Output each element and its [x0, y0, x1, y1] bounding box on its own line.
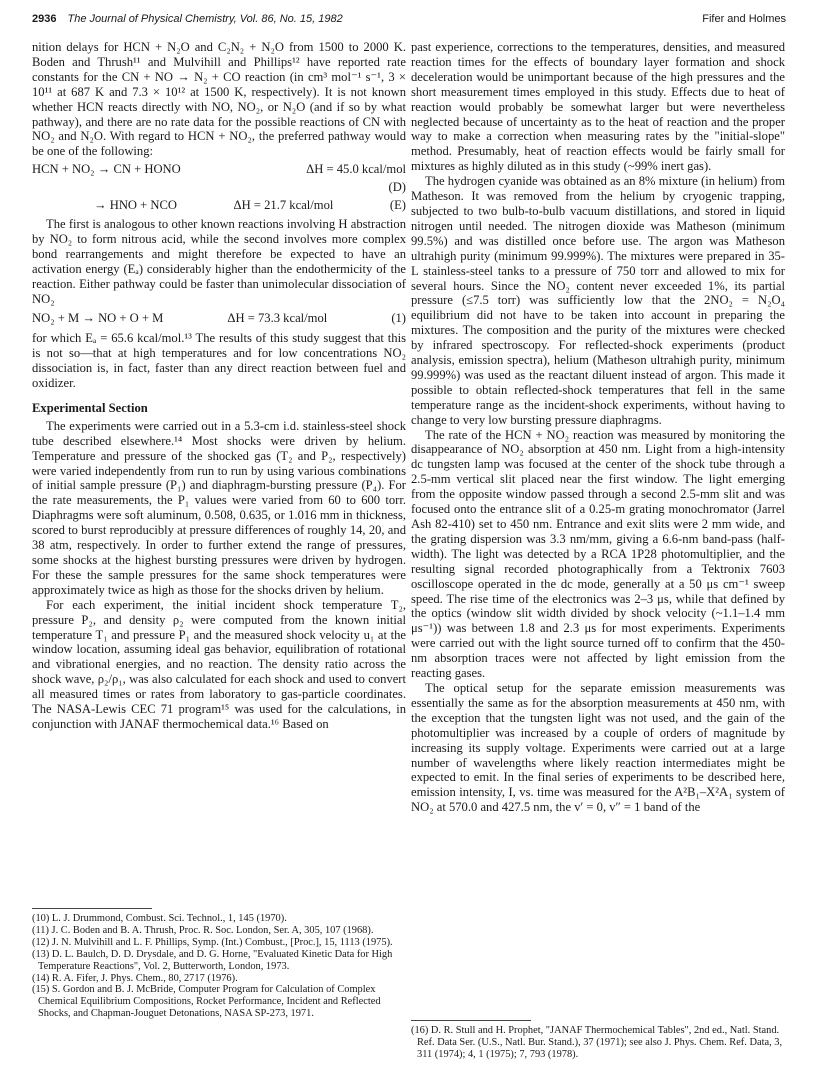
footnote-rule [32, 908, 152, 909]
equation-1-label: (1) [391, 311, 406, 326]
paragraph-rate-measurement: The rate of the HCN + NO₂ reaction was measured by monitoring the disappearance of NO₂ absorption at 450 nm. Light from a high-intensity dc tungsten lamp was focused at the center of the shock tube through a 2.5-mm vertical slit placed near the first window. The light emerging from the opposite window passed through a second 2.5-mm slit and was focused onto the entrance slit of a 0.25-m grating monochromator (Jarrel Ash 82-410) set to 450 nm. Entrance and exit slits were 2 mm wide, and the grating dispersion was 3.3 nm/mm, giving a 6.6-nm band-pass (half-width). The light was detected by a RCA 1P28 photomultiplier, and the resulting signal recorded photographically from a Tektronix 7603 oscilloscope operated in the dc mode, generally at a 50 μs cm⁻¹ sweep speed. The rise time of the electronics was 2–3 μs, while that defined by the optics (window slit width divided by shock velocity (~1.1–1.4 mm μs⁻¹)) was between 1.8 and 2.3 μs for most experiments. Experiments were carried out with the light source turned off to confirm that the 450-nm absorption traces were not affected by light emission from the reacting gases. [411, 427, 785, 681]
left-column [32, 40, 406, 732]
footnote-16: (16) D. R. Stull and H. Prophet, "JANAF Thermochemical Tables", 2nd ed., Natl. Stand. Ref. Data Ser. (U.S., Natl. Bur. Stand.), 37 (1971); see also J. Phys. Chem. Ref. Data, 3, 311 (1974); 4, 1 (1975); 7, 793 (1978). [411, 1025, 783, 1060]
footnote-rule-right [411, 1020, 531, 1021]
journal-citation: The Journal of Physical Chemistry, Vol. 86, No. 15, 1982 [67, 13, 343, 25]
section-heading: Experimental Section [32, 400, 148, 415]
equation-d-enthalpy: ΔH = 45.0 kcal/mol [306, 162, 406, 177]
equation-e-enthalpy: ΔH = 21.7 kcal/mol [233, 198, 334, 213]
equation-e-label: (E) [389, 198, 406, 213]
equation-d [32, 162, 406, 195]
footnote-12: (12) J. N. Mulvihill and L. F. Phillips, Symp. (Int.) Combust., [Proc.], 15, 1113 (1975). [32, 936, 393, 948]
equation-d-reaction: HCN + NO₂ → CN + HONO [32, 162, 181, 177]
right-column [411, 40, 785, 815]
footnote-13: (13) D. L. Baulch, D. D. Drysdale, and D. G. Horne, "Evaluated Kinetic Data for High Temperature Reactions", Vol. 2, Butterworth, London, 1973. [32, 948, 393, 972]
paragraph-intro: nition delays for HCN + N₂O and C₂N₂ + N₂O from 1500 to 2000 K. Boden and Thrush¹¹ and Mulvihill and Phillips¹² have reported rate constants for the CN + NO → N₂ + CO reaction (in cm³ mol⁻¹ s⁻¹, 3 × 10¹¹ at 687 K and 7.3 × 10¹² at 1500 K, respectively). It is not known whether HCN reacts directly with NO, NO₂, or N₂O (and if so by what pathway), and there are no rate data for the possible reactions of CN with NO₂ and N₂O. With regard to HCN + NO₂, the preferred pathway would be one of the following: [32, 40, 406, 159]
paragraph-past-experience: past experience, corrections to the temperatures, densities, and measured reaction times for the effects of boundary layer formation and shock deceleration would be unimportant because of the high pressures and the short measurement times employed in this study. Effects due to heat of reaction would probably be somewhat larger but were nevertheless neglected because of uncertainty as to the heat of reaction and the proper way to make a correction when measuring rates by the "initial-slope" method. Presumably, heat of reaction effects would be fairly small for mixtures as highly diluted as in this study (~99% inert gas). [411, 40, 785, 174]
equation-1-enthalpy: ΔH = 73.3 kcal/mol [227, 311, 328, 326]
footnotes-right [411, 1020, 785, 1061]
page-number: 2936 [32, 13, 57, 25]
equation-e [32, 198, 406, 213]
footnotes-left [32, 908, 406, 1020]
page-header [32, 13, 786, 31]
paragraph-materials: The hydrogen cyanide was obtained as an 8% mixture (in helium) from Matheson. It was removed from the helium by cryogenic trapping, subjected to two bulb-to-bulb vacuum distillations, and stored in liquid nitrogen until needed. The nitrogen dioxide was Matheson (minimum 99.5%) and was distilled once before use. The argon was Matheson ultrahigh purity (minimum 99.999%). The mixtures were prepared in 35-L stainless-steel tanks to a pressure of 750 torr and allowed to mix for several hours. Since the NO₂ content never exceeded 1%, its partial pressure (≤7.5 torr) was sufficiently low that the 2NO₂ = N₂O₄ equilibrium did not have to be taken into account in preparing the mixtures. The composition and the purity of the mixtures were checked by infrared spectroscopy. For reflected-shock experiments (product analysis, emission spectra), helium (Matheson ultrahigh purity, minimum 99.999%) was used as the reactant diluent instead of argon. This made it possible to obtain reflected-shock temperatures that fell in the same temperature range as the incident-shock experiments, without having to change to very low bursting pressure diaphragms. [411, 174, 785, 427]
footnote-11: (11) J. C. Boden and B. A. Thrush, Proc. R. Soc. London, Ser. A, 305, 107 (1968). [32, 924, 374, 936]
paragraph-experiments: The experiments were carried out in a 5.3-cm i.d. stainless-steel shock tube described elsewhere.¹⁴ Most shocks were driven by helium. Temperature and pressure of the shocked gas (T₂ and P₂, respectively) were varied independently from run to run by using various combinations of initial sample pressure (P₁) and diaphragm-bursting pressure (P₄). For the rate measurements, the P₁ values were varied from 60 to 600 torr. Diaphragms were soft aluminum, 0.508, 0.635, or 1.016 mm in thickness, scored to burst reproducibly at pressure differences of roughly 14, 20, and 38 atm, respectively. In order to further extend the range of pressures, some shocks at the highest bursting pressures were driven by hydrogen. For these the sample pressures for the same shock temperatures were approximately twice as high as those for the shocks driven by helium. [32, 418, 406, 597]
paragraph-which: for which Eₐ = 65.6 kcal/mol.¹³ The results of this study suggest that this is not so—that at high temperatures and for low concentrations NO₂ dissociation is, in fact, faster than any direct reaction between fuel and oxidizer. [32, 331, 406, 391]
paragraph-shock-calculation: For each experiment, the initial incident shock temperature T₂, pressure P₂, and density ρ₂ were computed from the known initial temperature T₁ and pressure P₁ and the measured shock velocity u₁ at the window location, assuming ideal gas behavior, equilibration of rotational and vibrational energies, and no reaction. The density ratio across the shock wave, ρ₂/ρ₁, was also calculated for each shock and used to convert all measured times or rates from laboratory to gas-particle coordinates. The NASA-Lewis CEC 71 program¹⁵ was used for the calculations, in conjunction with JANAF thermochemical data.¹⁶ Based on [32, 597, 406, 731]
footnote-10: (10) L. J. Drummond, Combust. Sci. Technol., 1, 145 (1970). [32, 913, 287, 924]
equation-d-label: (D) [388, 180, 406, 195]
paragraph-first: The first is analogous to other known reactions involving H abstraction by NO₂ to form nitrous acid, while the second involves more complex bond rearrangements and might therefore be expected to have an activation energy (Eₐ) considerably higher than the endothermicity of the reaction. Either pathway could be faster than unimolecular dissociation of NO₂ [32, 216, 406, 306]
footnote-15: (15) S. Gordon and B. J. McBride, Computer Program for Calculation of Complex Chemical Equilibrium Compositions, Rocket Performance, Incident and Reflected Shocks, and Chapman-Jouguet Detonations, NASA SP-273, 1971. [32, 984, 381, 1020]
footnote-14: (14) R. A. Fifer, J. Phys. Chem., 80, 2717 (1976). [32, 972, 238, 984]
equation-1 [32, 311, 406, 326]
equation-1-reaction: NO₂ + M → NO + O + M [32, 311, 164, 326]
running-authors: Fifer and Holmes [702, 13, 786, 25]
paragraph-optical-setup: The optical setup for the separate emission measurements was essentially the same as for the absorption measurements at 450 nm, with the exception that the tungsten light was not used, and the gain of the photomultiplier was increased by a couple of orders of magnitude by increasing its supply voltage. Experiments were carried out at a large number of wavelengths where likely reaction intermediates might be expected to emit. In the final series of experiments to be described here, emission intensity, I, vs. time was measured for the A²B₁–X²A₁ system of NO₂ at 570.0 and 427.5 nm, the v′ = 0, v″ = 1 band of the [411, 680, 785, 815]
equation-e-reaction: → HNO + NCO [94, 198, 178, 213]
